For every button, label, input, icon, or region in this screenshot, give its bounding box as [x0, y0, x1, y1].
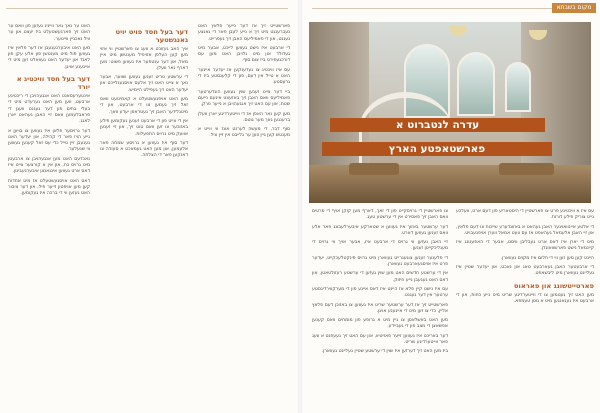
paragraph: מען האט באשלאסן צו גיין מיט א גרופע פון מומחים וואס קענען אפשאצן די מצב פון די געביידע. — [312, 318, 448, 330]
col2-heading: דער בעל חסד פויט יויט גאנגשטער — [115, 28, 188, 44]
paragraph: זיי האבן געזען ווי גרויס די ארבעט איז, אבער אויך ווי גרויס די מעגליכקייטן זענען. — [312, 240, 448, 252]
col1-intro — [8, 24, 90, 71]
paragraph: די פלענער זענען צוגעגרייט געווארן מיט גרויס פּינקטלעכקייט, יעדער פרט איז אויסגעארבעט געווארן. — [312, 255, 448, 268]
col3-body — [198, 24, 290, 140]
paragraph: צו פארשטיין די גרויסקייט פון די זאך, דארף מען קוקן אויף די פרטים וואס האבן זיך פאסירט אין די ערשטע טעג. — [312, 209, 448, 221]
paragraph: אינטערעסאנט האט אנגעהויבן די ריכטיגע ארבעט, ווען מען האט גערעדט מיט די בעלי בתים פון דער געגנט וועגן די פראבלעמען וואס זיי האבן געהאט יארן לאנג. — [8, 94, 90, 125]
paragraph: היינט קען מען זען ווי די חלום איז מקוים געווארן. — [500, 255, 594, 261]
paragraph: דאס האט אויסגעשטעלט אז מיט אחדות קען מען אויפטון זייער פיל, און דער ציבור האט געזען ווי די ברכה איז געקומען. — [8, 178, 90, 197]
paragraph: די ארבעטער האבן געארבעט טאג און נאכט, און יעדער שטיין איז געלייגט געווארן מיט ליבשאפט. — [456, 265, 594, 277]
paragraph: די ערשטע טריט זענען געווען שווער, אבער נאך א צייט האט זיך אלעס אויסגעגלייכט און יעדער האט זיך געפילט היימיש. — [100, 75, 188, 93]
paragraph: פארשטייט זיך אז דער נייער פלאץ האט געברענגט מיט זיך א נייע לעבן פאר די גאנצע געגנט, און די פאמיליעס האבן זיך געפרייט. — [198, 24, 290, 42]
left-page-header-rule — [6, 8, 288, 18]
colb-body — [312, 209, 448, 356]
left-page-column-2 — [100, 24, 188, 404]
paragraph: דער באריכט איז געווען זייער פאזיטיוו, און עס האט זיך געעפנט א וועג פאר ווייטערדיגע שריט. — [312, 333, 448, 346]
hero-sofa — [499, 163, 554, 175]
paragraph: מען קען נאר האפן אז די ווייטערדיגע יארן וועלן ברענגען נאך מער גוטס. — [198, 111, 290, 123]
headline-line-2: פארשטאפטע הארץ — [322, 142, 552, 156]
paragraph: די אלטע איינוואוינער האבן געהאט א באזונדערע שייכות צו דעם פלאץ, און זיי האבן אלעמאל געהאפט אז עס וועט אמאל ווערן אויפגעבויט. — [456, 224, 594, 236]
cola-heading: פארטייטשונג און פאראוס — [513, 281, 594, 290]
hero-arched-window — [457, 52, 495, 116]
paragraph: דער ערשטער באזוך איז געווען א שטארקע איבערלעבונג פאר אלע וואס זענען געווען דארט. — [312, 224, 448, 236]
right-page-header-rule — [312, 8, 552, 18]
paragraph: דער סוף איז געווען א גרויסע שמחה פאר אלעמען, און מען האט געמאכט א סעודה צו דאנקען פאר די הצלחה. — [100, 140, 188, 159]
paragraph: מען האט איבערגעגעבן אז דער פלאץ איז געווען פול מיט מענטשן פון אלע עקן פון לאנד און יעדער האט געוואלט זען מיט די אייגענע אויגן. — [8, 45, 90, 70]
paragraph: אין די צייט פון די ארבעט זענען געקומען פילע באזוכער צו זען וואס טוט זיך, און זיי זענען אוועק מיט גרויס התפעלות. — [100, 118, 188, 137]
col1-body — [8, 94, 90, 197]
paragraph: האט ער נאך גאר ווייניג געזען פון וואס ער האט זיך פארגעשטעלט ביז יעצט און ער וויל נאכגיין ווייטער. — [8, 24, 90, 42]
paragraph: עס איז נישט קיין פלא אז היינט איז דאס איינע פון די מערקווירדיגסטע ערטער אין דער געגנט. — [312, 286, 448, 299]
paragraph: עס איז א וויכטיגע פרט צו פארשטיין די היסטאריע פון דעם ארט, וועלכע גייט צוריק פילע דורות. — [456, 209, 594, 221]
paragraph: מיט די יארן איז דאס ארט געבליבן וויסט, אבער די האפענונג איז קיינמאל נישט פארשוואונדן. — [456, 240, 594, 252]
col1-heading: דער בעל חסד וויכטיג א יורד — [16, 75, 90, 92]
hero-photo-mansion-interior — [309, 22, 591, 203]
paragraph: אין די ערשטע חדשים האט מען שוין געזען די ערשטע רעזולטאטן, און דאס האט געגעבן נייע חיזוק. — [312, 271, 448, 283]
paragraph: נאכדעם האט מען אנגעהויבן צו ארבעטן מיט גרויס כח, און אין א קורצער צייט איז דאס ארט געווען אינגאנצן איבערגעביטן. — [8, 156, 90, 175]
right-page-column-a — [456, 209, 594, 407]
cola-intro — [456, 209, 594, 278]
cola-body — [456, 293, 594, 306]
paragraph: ביז מען האט זיך דערזען איז שוין די ערשטע שטיין געלייגט געווארן. — [321, 349, 448, 355]
col2-body — [100, 47, 188, 160]
hero-arched-window — [505, 62, 531, 112]
left-page-column-1 — [8, 24, 90, 404]
paragraph: דער גרויסער פלאן איז געווען צו בויען א נייע הויז פאר די קהילה, און יעדער האט געגעבן זיין טייל כדי עס זאל קענען געשען ווי שנעלער. — [8, 128, 90, 153]
section-tab: מקום בשבתא — [552, 3, 596, 13]
paragraph: איך האב געזוכט א וועג צו פארשטיין ווי אזוי מען קען העלפן אזויפיל מענטשן מיט איין מאל, און דער ענטפער איז געווען פשוט: מען דארף נאר וועלן. — [100, 47, 188, 71]
headline-line-1: עדרה לנטברוט א — [330, 118, 545, 132]
right-page-column-b — [312, 209, 448, 407]
paragraph: סוף דבר, די מעשה לערנט אונז ווי ווייט א מענטש קען גיין ווען ער גלייבט אין זיין ציל. — [198, 127, 290, 139]
left-page-column-3 — [198, 24, 290, 404]
paragraph: עס איז וויכטיג צו געדענקען אז יעדער איינער האט א טייל אין דעם, פון די קלענסטע ביז די גרעסטע. — [198, 67, 290, 86]
hero-sofa — [349, 163, 399, 175]
paragraph: די ארבעט איז נישט געווען לייכט, אבער מיט געדולד און מיט גלויבן האט מען עס דורכגעפירט ביז צום סוף. — [198, 45, 290, 64]
hero-chandelier — [449, 26, 467, 36]
paragraph: ביי דער צייט זענען שוין געווען הונדערטער פאמיליעס וואס האבן זיך באזעצט אינעם נייעם שטח, און עס האט זיך אנגעהויבן א נייער פרק. — [198, 89, 290, 108]
page-gutter — [298, 0, 302, 413]
paragraph: פארשטייט זיך אז דער ערשטער שריט איז געווען צו באזוכן דעם פלאץ אליין, כדי צו זען מיט די אייגענע אויגן. — [312, 302, 448, 314]
paragraph: מען האט אויפגעשטעלט א קאמיטעט וואס זאל זיך נעמען צו די ארבעט, און די מיטגלידער האבן זיך געטראפן יעדע וואך. — [100, 97, 188, 115]
paragraph: מען האט זיך גענומען צו די ווייטערדיגע שריט מיט נייע כחות, און די ארבעט איז געגאנגען מיט א גוטן טעמפא. — [456, 292, 594, 304]
